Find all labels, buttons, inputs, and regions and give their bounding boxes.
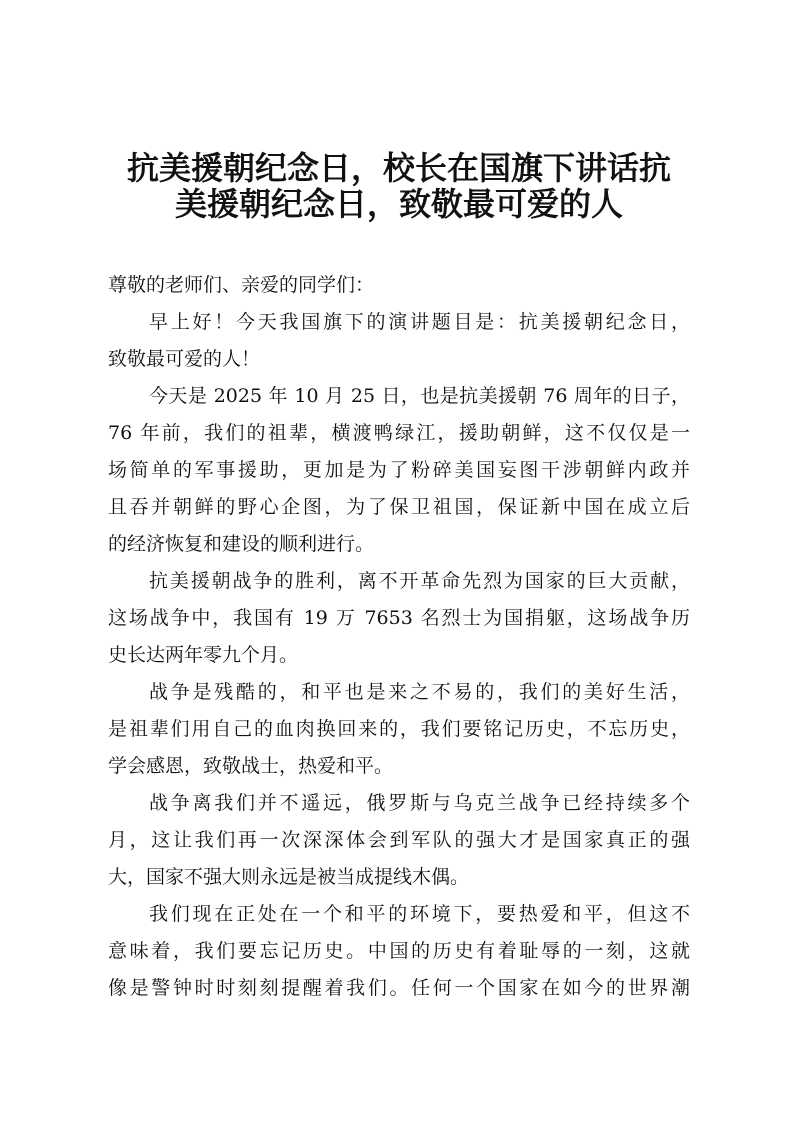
- document-body: [108, 267, 690, 1007]
- text-line: 意味着，我们要忘记历史。中国的历史有着耻辱的一刻，这就: [108, 940, 690, 962]
- text-line: 抗美援朝战争的胜利，离不开革命先烈为国家的巨大贡献，: [149, 570, 690, 592]
- text-line: 且吞并朝鲜的野心企图，为了保卫祖国，保证新中国在成立后: [108, 496, 690, 518]
- text-line: 是祖辈们用自己的血肉换回来的，我们要铭记历史，不忘历史，: [108, 718, 690, 740]
- text-line: 76 年前，我们的祖辈，横渡鸭绿江，援助朝鲜，这不仅仅是一: [108, 422, 690, 444]
- document-title: [100, 150, 698, 222]
- text-line: 我们现在正处在一个和平的环境下，要热爱和平，但这不: [149, 903, 690, 925]
- text-line: 大，国家不强大则永远是被当成提线木偶。: [108, 866, 470, 888]
- text-line: 战争离我们并不遥远，俄罗斯与乌克兰战争已经持续多个: [149, 792, 690, 814]
- text-line: 早上好！今天我国旗下的演讲题目是：抗美援朝纪念日，: [149, 311, 690, 333]
- text-line: 像是警钟时时刻刻提醒着我们。任何一个国家在如今的世界潮: [108, 977, 690, 999]
- paragraph: [108, 267, 690, 304]
- text-line: 尊敬的老师们、亲爱的同学们：: [108, 274, 375, 296]
- text-line: 场简单的军事援助，更加是为了粉碎美国妄图干涉朝鲜内政并: [108, 459, 690, 481]
- title-line: 抗美援朝纪念日，校长在国旗下讲话抗: [126, 149, 671, 187]
- text-line: 学会感恩，致敬战士，热爱和平。: [108, 755, 394, 777]
- title-line: 美援朝纪念日，致敬最可爱的人: [174, 185, 623, 223]
- paragraph: [108, 563, 690, 674]
- paragraph: [108, 378, 690, 563]
- text-line: 史长达两年零九个月。: [108, 644, 299, 666]
- text-line: 今天是 2025 年 10 月 25 日，也是抗美援朝 76 周年的日子，: [149, 385, 690, 407]
- text-line: 的经济恢复和建设的顺利进行。: [108, 533, 375, 555]
- paragraph: [108, 896, 690, 1007]
- text-line: 战争是残酷的，和平也是来之不易的，我们的美好生活，: [149, 681, 690, 703]
- paragraph: [108, 785, 690, 896]
- paragraph: [108, 674, 690, 785]
- text-line: 这场战争中，我国有 19 万 7653 名烈士为国捐躯，这场战争历: [108, 607, 690, 629]
- text-line: 致敬最可爱的人！: [108, 348, 261, 370]
- paragraph: [108, 304, 690, 378]
- text-line: 月，这让我们再一次深深体会到军队的强大才是国家真正的强: [108, 829, 690, 851]
